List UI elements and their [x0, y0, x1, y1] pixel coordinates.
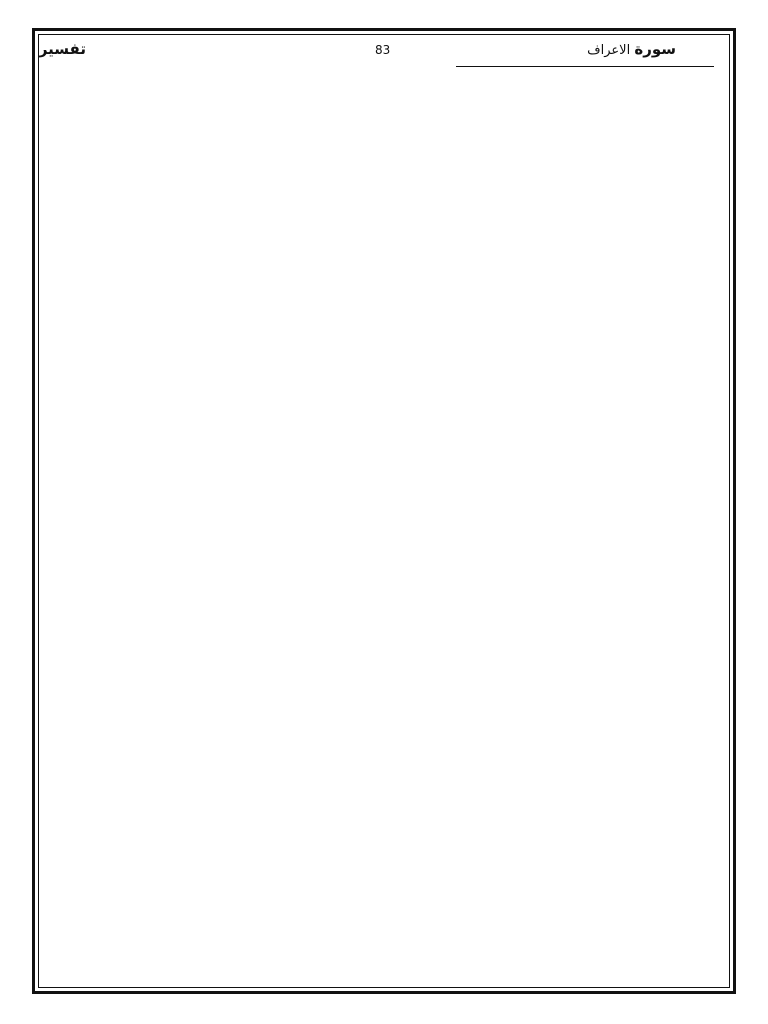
surah-name: الاعراف: [587, 43, 631, 58]
page-number: 83: [375, 43, 391, 57]
verse-body-text: [90, 84, 632, 924]
surah-title: [587, 40, 676, 58]
book-title-label: تفسير: [38, 40, 86, 58]
header-rule: [456, 66, 714, 67]
surah-word: سورة: [634, 40, 676, 58]
page-header: [38, 34, 730, 68]
